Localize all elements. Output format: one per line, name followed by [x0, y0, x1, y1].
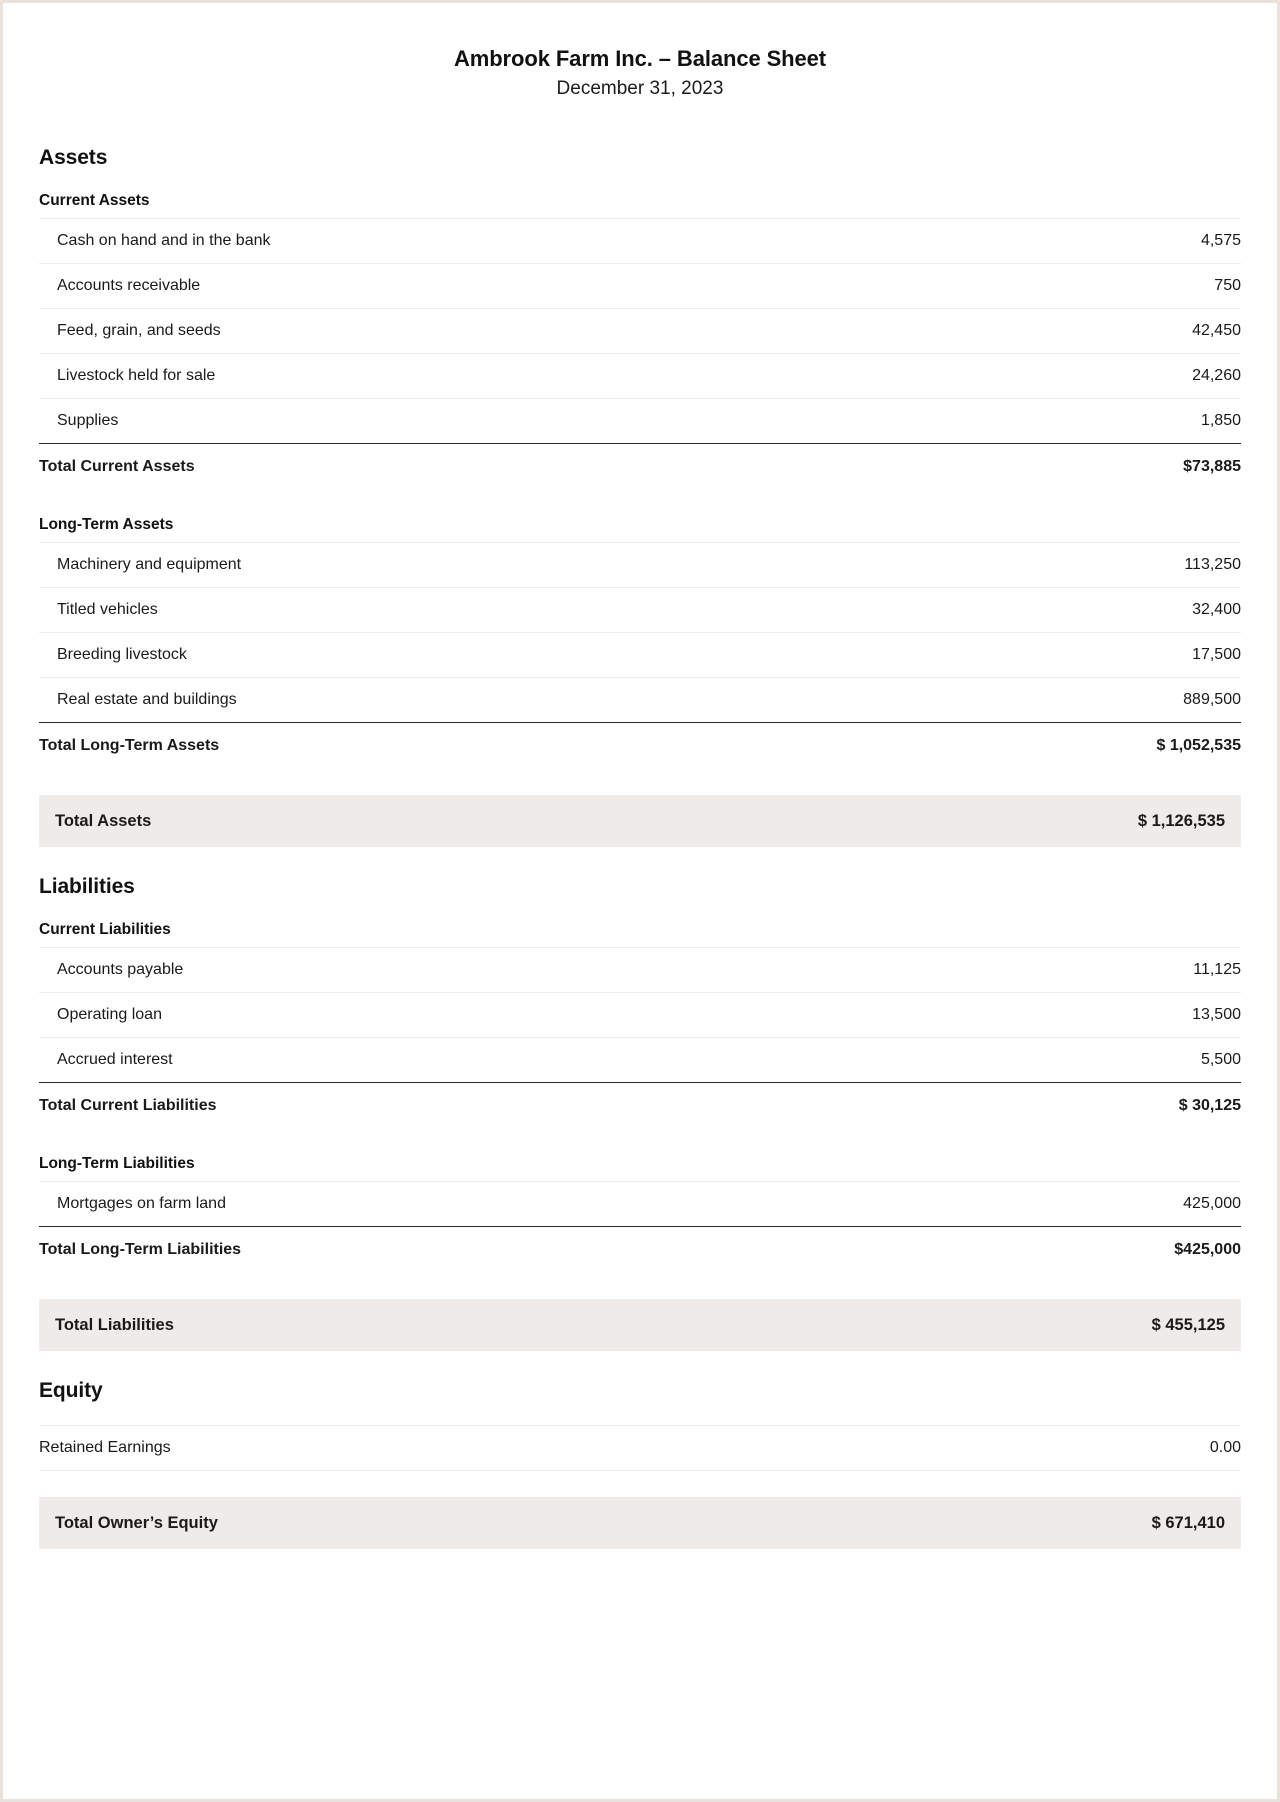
line-item-value: 42,450: [1192, 322, 1241, 340]
line-item-row: [39, 1181, 1241, 1226]
section-heading: Equity: [39, 1379, 103, 1403]
line-item-label: Feed, grain, and seeds: [57, 322, 221, 340]
section-total-value: $ 671,410: [1151, 1513, 1225, 1532]
section-total-label: Total Assets: [55, 811, 152, 830]
section-total-row: [39, 795, 1241, 847]
group: [39, 192, 1241, 490]
line-item-value: 32,400: [1192, 601, 1241, 619]
line-item-value: 0.00: [1209, 1439, 1241, 1457]
subtotal-value: $73,885: [1183, 458, 1241, 476]
section-liabilities: [39, 875, 1241, 1351]
subtotal-label: Total Long-Term Liabilities: [39, 1241, 242, 1259]
subtotal-value: $ 1,052,535: [1156, 737, 1241, 755]
line-item-label: Mortgages on farm land: [57, 1195, 226, 1213]
line-item-row: [39, 1037, 1241, 1082]
group: [39, 921, 1241, 1129]
sections-container: [39, 146, 1241, 1549]
line-item-label: Titled vehicles: [57, 601, 158, 619]
line-item-label: Accounts receivable: [57, 277, 201, 295]
line-item-label: Machinery and equipment: [57, 556, 242, 574]
subtotal-row: [39, 1082, 1241, 1129]
line-item-value: 425,000: [1183, 1195, 1241, 1213]
section-total-row: [39, 1299, 1241, 1351]
line-item-value: 11,125: [1193, 961, 1241, 979]
line-item-value: 24,260: [1192, 367, 1241, 385]
line-item-value: 889,500: [1183, 691, 1241, 709]
section-total-value: $ 1,126,535: [1137, 811, 1225, 830]
line-item-label: Livestock held for sale: [57, 367, 216, 385]
group-heading: Long-Term Assets: [39, 516, 174, 534]
subtotal-row: [39, 443, 1241, 490]
line-item-label: Accrued interest: [57, 1051, 173, 1069]
line-item-value: 750: [1214, 277, 1241, 295]
line-item-value: 113,250: [1184, 556, 1241, 574]
line-item-label: Retained Earnings: [39, 1439, 171, 1457]
line-item-row: [39, 353, 1241, 398]
page-title: Ambrook Farm Inc. – Balance Sheet: [453, 46, 827, 71]
subtotal-value: $425,000: [1174, 1241, 1241, 1259]
page-content: [3, 3, 1277, 1549]
section-total-label: Total Owner’s Equity: [55, 1513, 218, 1532]
line-item-row: [39, 308, 1241, 353]
line-item-row: [39, 677, 1241, 722]
report-date: December 31, 2023: [556, 77, 724, 99]
line-item-row: [39, 947, 1241, 992]
subtotal-label: Total Long-Term Assets: [39, 737, 220, 755]
group: [39, 1155, 1241, 1273]
group-heading: Current Liabilities: [39, 921, 171, 939]
line-item-value: 5,500: [1200, 1051, 1241, 1069]
line-item-value: 1,850: [1200, 412, 1241, 430]
group-heading: Current Assets: [39, 192, 150, 210]
line-item-row: [39, 398, 1241, 443]
subtotal-label: Total Current Assets: [39, 458, 195, 476]
line-item-label: Accounts payable: [57, 961, 184, 979]
line-item-label: Breeding livestock: [57, 646, 187, 664]
section-assets: [39, 146, 1241, 847]
subtotal-row: [39, 722, 1241, 769]
section-total-label: Total Liabilities: [55, 1315, 174, 1334]
line-item-row: [39, 1425, 1241, 1471]
line-item-label: Cash on hand and in the bank: [57, 232, 271, 250]
section-equity: [39, 1379, 1241, 1549]
subtotal-label: Total Current Liabilities: [39, 1097, 217, 1115]
subtotal-row: [39, 1226, 1241, 1273]
line-item-row: [39, 632, 1241, 677]
line-item-value: 4,575: [1200, 232, 1241, 250]
section-heading: Assets: [39, 146, 108, 170]
line-item-row: [39, 542, 1241, 587]
line-item-row: [39, 992, 1241, 1037]
subtotal-value: $ 30,125: [1178, 1097, 1241, 1115]
section-heading: Liabilities: [39, 875, 135, 899]
section-total-row: [39, 1497, 1241, 1549]
line-item-row: [39, 218, 1241, 263]
line-item-label: Operating loan: [57, 1006, 162, 1024]
line-item-value: 13,500: [1192, 1006, 1241, 1024]
line-item-label: Supplies: [57, 412, 119, 430]
group: [39, 1425, 1241, 1471]
line-item-label: Real estate and buildings: [57, 691, 237, 709]
section-total-value: $ 455,125: [1151, 1315, 1225, 1334]
group-heading: Long-Term Liabilities: [39, 1155, 195, 1173]
line-item-value: 17,500: [1192, 646, 1241, 664]
line-item-row: [39, 263, 1241, 308]
group: [39, 516, 1241, 769]
document-header: [39, 33, 1241, 128]
line-item-row: [39, 587, 1241, 632]
